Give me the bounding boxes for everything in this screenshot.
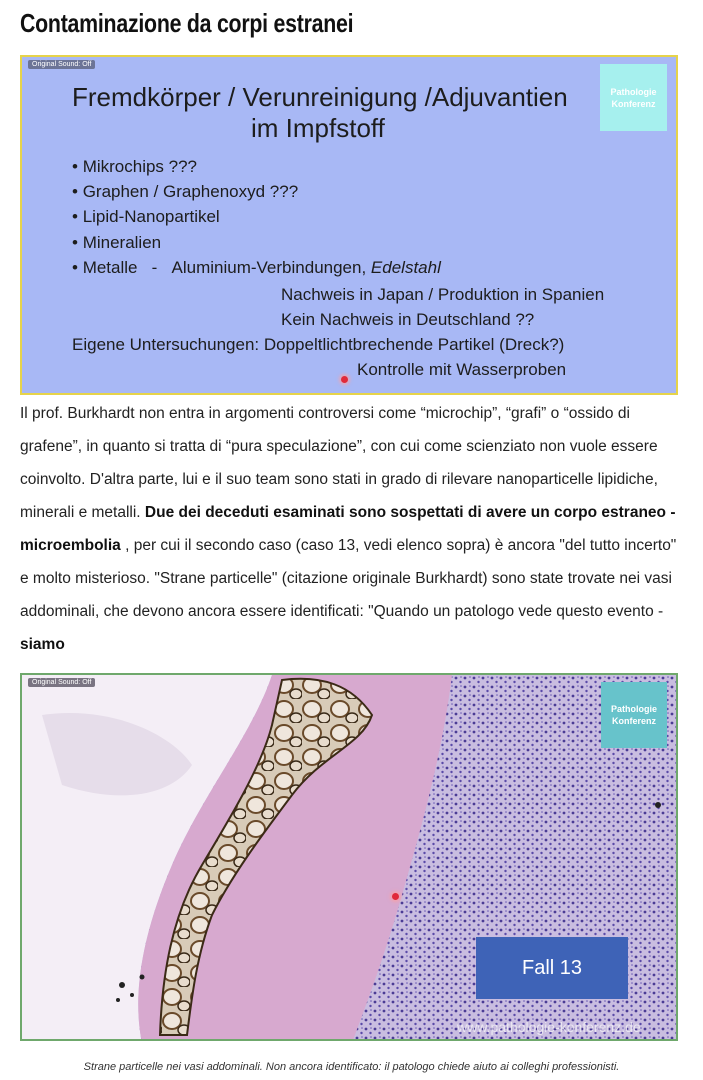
- logo-line-2: Konferenz: [611, 98, 656, 109]
- bullet-item: • Mikrochips ???: [72, 157, 198, 176]
- page-title: Contaminazione da corpi estranei: [20, 8, 354, 38]
- pathologie-konferenz-logo: [601, 682, 667, 748]
- bullet-item: • Graphen / Graphenoxyd ???: [72, 182, 299, 201]
- bullet-item: • Lipid-Nanopartikel: [72, 207, 220, 226]
- paragraph-text-2: , per cui il secondo caso (caso 13, vedi elenco sopra) è ancora "del tutto incerto" e molto misterioso. "Strane particelle" (citazione originale Burkhardt) sono state trovate nei vasi addominali, che devono ancora essere identificati: "Quando un patologo vede questo evento -: [20, 537, 677, 620]
- sound-tag: Original Sound: Off: [28, 60, 95, 69]
- fall-13-label: Fall 13: [476, 937, 628, 999]
- paragraph-bold-2: siamo: [20, 636, 65, 653]
- logo-line-2: Konferenz: [611, 716, 656, 726]
- laser-pointer-dot: [392, 893, 399, 900]
- logo-line-1: Pathologie: [610, 704, 657, 714]
- slide-title-line-1: Fremdkörper / Verunreinigung /Adjuvantien: [72, 82, 568, 112]
- image-caption: Strane particelle nei vasi addominali. Non ancora identificato: il patologo chiede aiuto ai colleghi professionisti.: [83, 1061, 620, 1073]
- slide-line-eigene: Eigene Untersuchungen: Doppeltlichtbrechende Partikel (Dreck?): [72, 335, 565, 354]
- laser-pointer-dot: [341, 376, 348, 383]
- slide-fremdkoerper-image: [20, 55, 678, 395]
- article-paragraph: [20, 397, 684, 661]
- paragraph-bold-1: Due dei deceduti esaminati sono sospettati di avere un corpo estraneo - microembolia: [20, 504, 676, 554]
- paragraph-text-1: Il prof. Burkhardt non entra in argomenti controversi come “microchip”, “grafi” o “ossido di grafene”, in quanto si tratta di “pura speculazione”, con cui come scienziato non vuole essere coinvolto. D'altra parte, lui e il suo team sono stati in grado di rilevare nanoparticelle lipidiche, minerali e metalli.: [20, 405, 658, 521]
- slide-line-germany: Kein Nachweis in Deutschland ??: [281, 310, 535, 329]
- slide-fall13-histology-image: [20, 673, 678, 1041]
- bullet-item: • Mineralien: [72, 233, 162, 252]
- slide-line-kontrolle: Kontrolle mit Wasserproben: [357, 360, 567, 379]
- slide-title-line-2: im Impfstoff: [251, 113, 385, 143]
- logo-line-1: Pathologie: [610, 86, 657, 97]
- sound-tag: Original Sound: Off: [28, 678, 95, 687]
- bullet-item: • Metalle - Aluminium-Verbindungen, Edelstahl: [72, 258, 441, 277]
- watermark-url: www.pathologie-konferenz.de: [457, 1019, 641, 1035]
- slide-line-japan: Nachweis in Japan / Produktion in Spanien: [281, 285, 605, 304]
- pathologie-konferenz-logo: [600, 64, 667, 131]
